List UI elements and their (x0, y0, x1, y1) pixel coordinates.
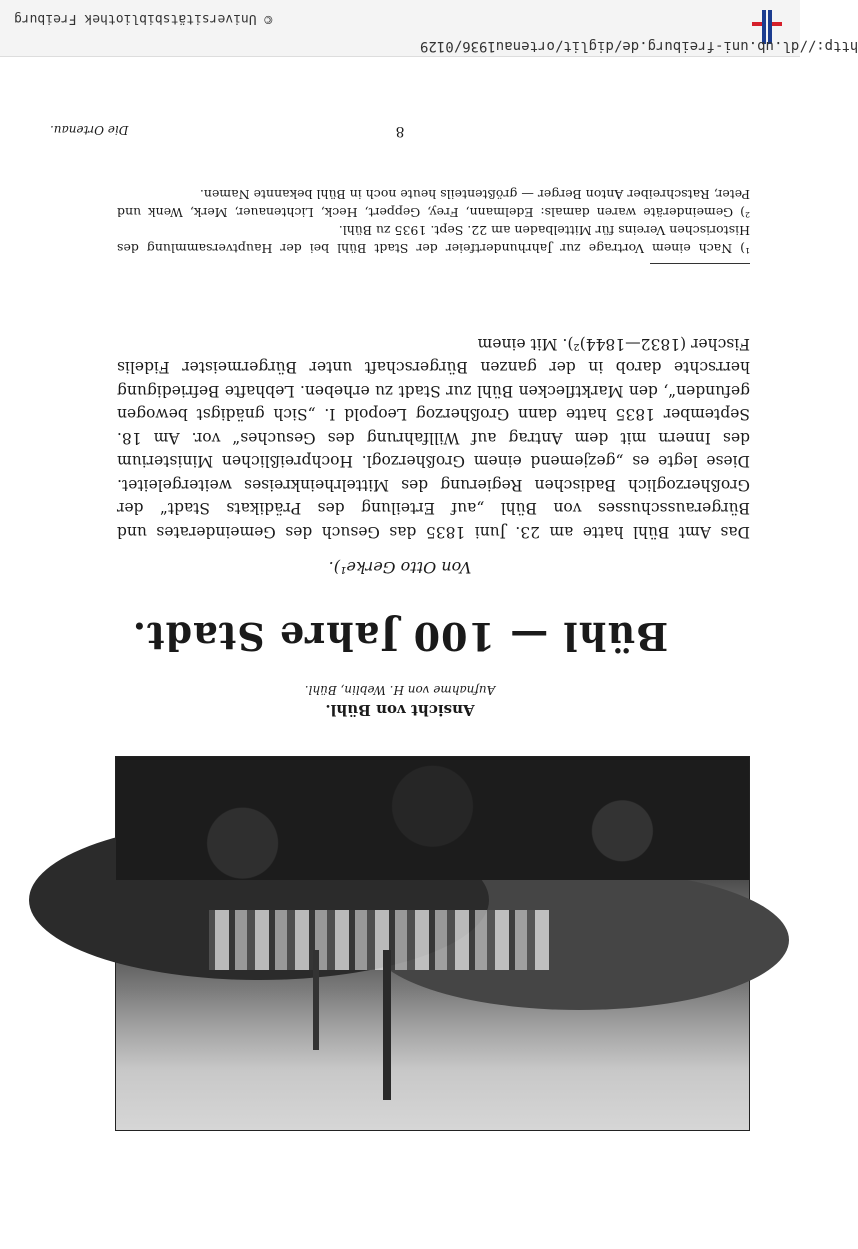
figure-caption: Ansicht von Bühl. (325, 701, 475, 719)
figure-credit: Aufnahme von H. Weblin, Bühl. (304, 683, 496, 697)
article-title: Bühl — 100 Jahre Stadt. (131, 614, 669, 659)
running-footer: Die Ortenau. (50, 123, 129, 137)
footnote-2: ²) Gemeinderäte waren damals: Edelmann, Frey, Geppert, Heck, Lichtenauer, Merk, Wenk und Peter, Ratschreiber Anton Berger — größtenteils heute noch in Bühl bekannte Namen. (117, 187, 750, 220)
permalink-url[interactable]: http://dl.ub.uni-freiburg.de/diglit/ortenau1936/0129 (420, 38, 858, 54)
page-number: 8 (395, 123, 405, 139)
article-author: Von Otto Gerke¹). (328, 558, 472, 577)
town-photograph (115, 756, 750, 1131)
footnote-divider (650, 263, 750, 264)
copyright-notice: © Universitätsbibliothek Freiburg (14, 11, 273, 26)
viewer-header-bar (0, 0, 858, 57)
body-paragraph: Das Amt Bühl hatte am 23. Juni 1835 das Gesuch des Gemeinderates und Bürgerausschusses von Bühl „auf Erteilung des Prädikats Stadt“ der Großherzoglich Badischen Regierung des Mittelrheinkreises weitergeleitet. Diese legte es „gezjemend einem Großherzogl. Hochpreißlichen Ministerium des Innern mit dem Antrag auf Willfahrung des Gesuches“ vor. Am 18. September 1835 hatte dann Großherzog Leopold I. „Sich gnädigst bewogen gefunden“, den Marktflecken Bühl zur Stadt zu erheben. Lebhafte Befriedigung herrschte darob in der ganzen Bürgerschaft unter Bürgermeister Fidelis Fischer (1832—1844)²). Mit einem (117, 335, 750, 541)
footnotes (117, 185, 750, 257)
article-body (117, 332, 750, 544)
footnote-1: ¹) Nach einem Vortrage zur Jahrhundertfeier der Stadt Bühl bei der Hauptversammlung des Historischen Vereins für Mittelbaden am 22. Sept. 1935 zu Bühl. (117, 223, 750, 256)
scanned-page (0, 57, 800, 1249)
